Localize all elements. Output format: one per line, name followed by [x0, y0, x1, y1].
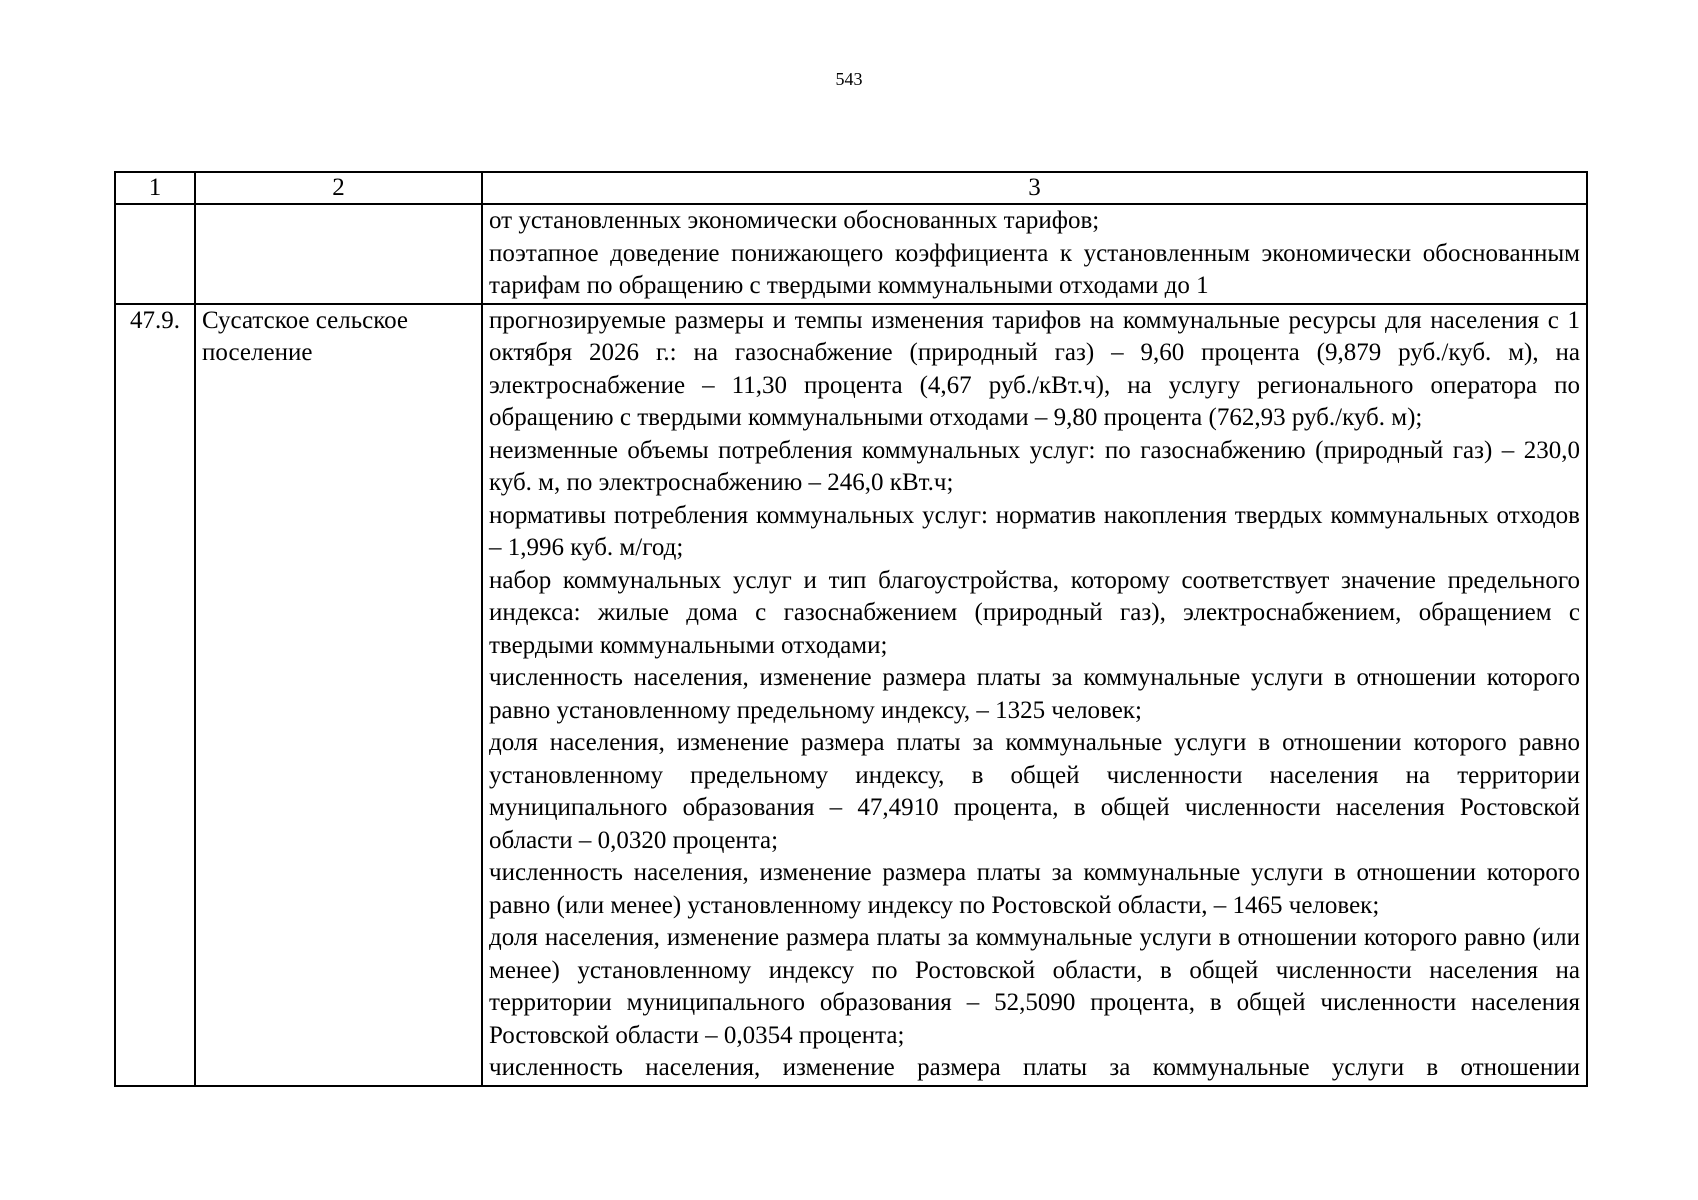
row-number: 47.9. — [115, 304, 195, 1086]
description-paragraph: от установленных экономически обоснованных тарифов; — [489, 207, 1100, 234]
row-description — [482, 304, 1587, 1086]
row-number — [115, 204, 195, 304]
description-paragraph: прогнозируемые размеры и темпы изменения тарифов на коммунальные ресурсы для населения с 1 октября 2026 г.: на газоснабжение (природный газ) – 9,60 процента (9,879 руб./куб. м), на электроснабжение – 11,30 процента (4,67 руб./кВт.ч), на услугу регионального оператора по обращению с твердыми коммунальными отходами – 9,80 процента (762,93 руб./куб. м); — [489, 306, 1580, 431]
table-row-continuation — [115, 204, 1587, 304]
description-paragraph: доля населения, изменение размера платы за коммунальные услуги в отношении которого равно установленному предельному индексу, в общей численности населения на территории муниципального образования – 47,4910 процента, в общей численности населения Ростовской области – 0,0320 процента; — [489, 729, 1580, 854]
description-paragraph: поэтапное доведение понижающего коэффициента к установленным экономически обоснованным тарифам по обращению с твердыми коммунальными отходами до 1 — [489, 239, 1580, 299]
tariff-table — [114, 171, 1588, 1087]
description-paragraph: численность населения, изменение размера платы за коммунальные услуги в отношении которого равно (или менее) установленному индексу по Ростовской области, – 1465 человек; — [489, 859, 1580, 919]
row-description — [482, 204, 1587, 304]
description-paragraph: нормативы потребления коммунальных услуг: норматив накопления твердых коммунальных отходов – 1,996 куб. м/год; — [489, 501, 1580, 561]
description-paragraph: численность населения, изменение размера платы за коммунальные услуги в отношении которого равно установленному предельному индексу, – 1325 человек; — [489, 664, 1580, 724]
description-paragraph: набор коммунальных услуг и тип благоустройства, которому соответствует значение предельного индекса: жилые дома с газоснабжением (природный газ), электроснабжением, обращением с твердыми коммунальными отходами; — [489, 566, 1580, 659]
row-name: Сусатское сельское поселение — [195, 304, 482, 1086]
description-paragraph: численность населения, изменение размера платы за коммунальные услуги в отношении — [489, 1054, 1580, 1081]
header-col-3: 3 — [482, 172, 1587, 204]
header-col-1: 1 — [115, 172, 195, 204]
description-paragraph: доля населения, изменение размера платы за коммунальные услуги в отношении которого равно (или менее) установленному индексу по Ростовской области, в общей численности населения на территории муниципального образования – 52,5090 процента, в общей численности населения Ростовской области – 0,0354 процента; — [489, 924, 1580, 1049]
header-col-2: 2 — [195, 172, 482, 204]
table-header-row — [115, 172, 1587, 204]
row-name — [195, 204, 482, 304]
page-number: 543 — [835, 69, 863, 89]
table-row-47-9 — [115, 304, 1587, 1086]
description-paragraph: неизменные объемы потребления коммунальных услуг: по газоснабжению (природный газ) – 230,0 куб. м, по электроснабжению – 246,0 кВт.ч; — [489, 436, 1580, 496]
